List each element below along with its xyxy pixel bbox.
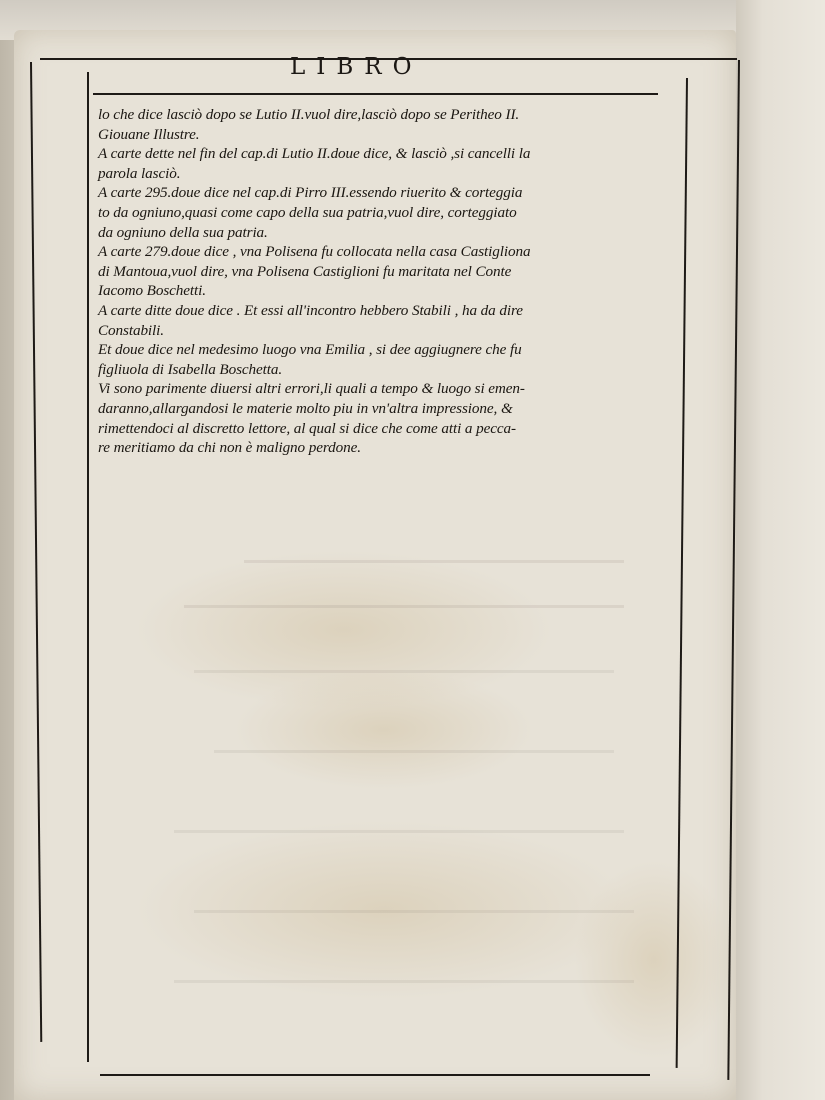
text-line: A carte 295.doue dice nel cap.di Pirro III.essendo riuerito & corteggia [98, 184, 523, 202]
text-line: daranno,allargandosi le materie molto piu in vn'altra impressione, & [98, 399, 513, 417]
errata-paragraph [98, 105, 680, 144]
foxing-stain [234, 670, 534, 790]
text-line: rimettendoci al discretto lettore, al qual si dice che come atti a pecca- [98, 419, 516, 437]
show-through [244, 560, 624, 563]
errata-paragraph [98, 183, 680, 242]
text-line: da ogniuno della sua patria. [98, 223, 268, 241]
errata-paragraph [98, 379, 680, 457]
frame-bottom-rule [100, 1074, 650, 1076]
show-through [194, 910, 634, 913]
errata-text [98, 105, 680, 458]
errata-paragraph [98, 340, 680, 379]
text-line: Constabili. [98, 321, 164, 339]
text-line: figliuola di Isabella Boschetta. [98, 360, 283, 378]
text-line: Vi sono parimente diuersi altri errori,li quali a tempo & luogo si emen- [98, 380, 525, 398]
errata-paragraph [98, 144, 680, 183]
show-through [174, 980, 634, 983]
facing-page-edge [736, 0, 825, 1100]
running-head: LIBRO [290, 54, 423, 80]
text-line: parola lasciò. [98, 164, 181, 182]
text-line: A carte 279.doue dice , vna Polisena fu collocata nella casa Castigliona [98, 243, 531, 261]
show-through [214, 750, 614, 753]
text-line: A carte dette nel fin del cap.di Lutio II.doue dice, & lasciò ,si cancelli la [98, 145, 531, 163]
header-underline-rule [93, 93, 658, 95]
errata-paragraph [98, 301, 680, 340]
frame-left-inner-rule [87, 72, 89, 1062]
text-line: Et doue dice nel medesimo luogo vna Emilia , si dee aggiugnere che fu [98, 341, 522, 359]
text-line: di Mantoua,vuol dire, vna Polisena Castiglioni fu maritata nel Conte [98, 262, 512, 280]
errata-paragraph [98, 242, 680, 301]
foxing-stain [574, 860, 734, 1060]
text-line: to da ogniuno,quasi come capo della sua patria,vuol dire, corteggiato [98, 203, 517, 221]
text-line: Giouane Illustre. [98, 125, 200, 143]
show-through [174, 830, 624, 833]
show-through [184, 605, 624, 608]
text-line: A carte ditte doue dice . Et essi all'incontro hebbero Stabili , ha da dire [98, 301, 523, 319]
text-line: lo che dice lasciò dopo se Lutio II.vuol dire,lasciò dopo se Peritheo II. [98, 106, 520, 123]
text-line: re meritiamo da chi non è maligno perdone. [98, 439, 361, 457]
show-through [194, 670, 614, 673]
text-line: Iacomo Boschetti. [98, 282, 206, 300]
